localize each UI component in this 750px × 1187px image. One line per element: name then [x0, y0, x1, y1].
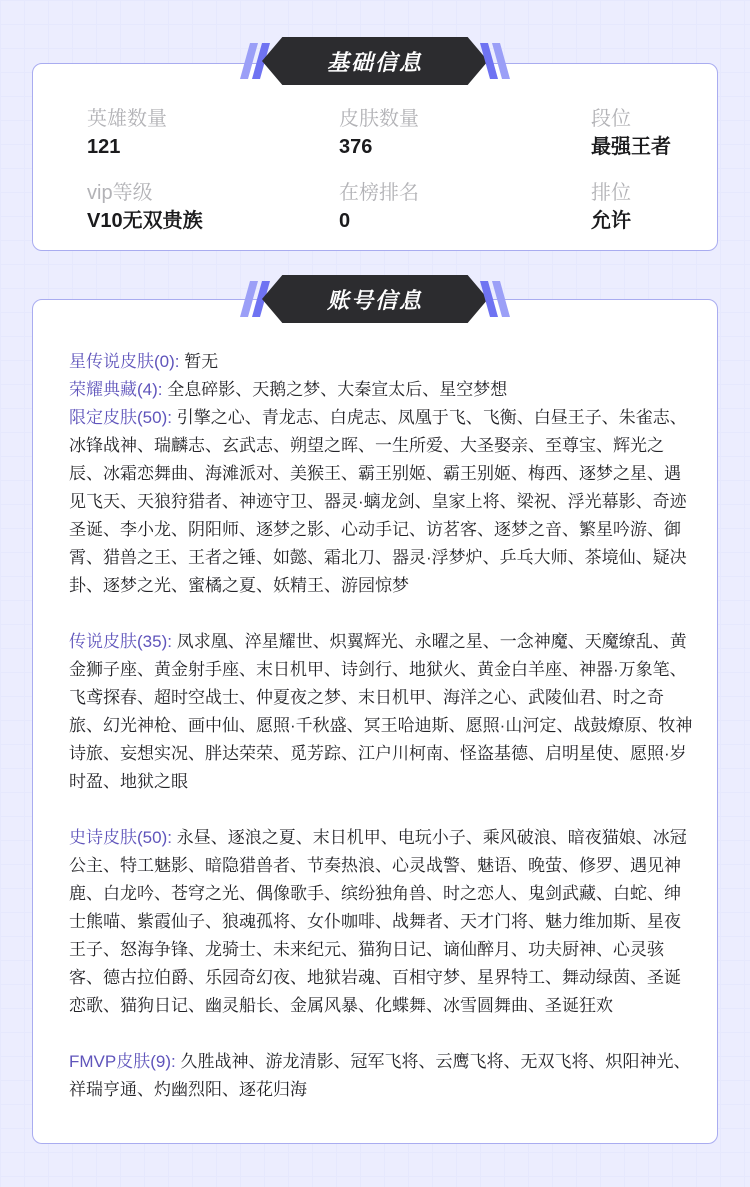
account-info-title: 账号信息	[326, 287, 423, 313]
legend-skins-label: 传说皮肤(35):	[69, 632, 172, 651]
rank-tier-label: 段位	[591, 108, 631, 130]
leaderboard-rank-cell	[339, 180, 591, 236]
fmvp-skins-text: 久胜战神、游龙清影、冠军飞将、云鹰飞将、无双飞将、炽阳神光、祥瑞亨通、灼幽烈阳、逐花归海	[69, 1052, 691, 1099]
rank-tier-value: 最强王者	[591, 136, 671, 158]
glory-collection-skins	[69, 376, 694, 404]
ranked-play-label: 排位	[591, 182, 631, 204]
epic-skins-label: 史诗皮肤(50):	[69, 828, 172, 847]
glory-collection-skins-label: 荣耀典藏(4):	[69, 380, 163, 399]
legend-skins	[69, 628, 694, 796]
fmvp-skins	[69, 1048, 694, 1104]
leaderboard-rank-value: 0	[339, 210, 351, 232]
star-legend-skins-text: 暂无	[184, 352, 219, 371]
limited-skins-label: 限定皮肤(50):	[69, 408, 172, 427]
skin-count-label: 皮肤数量	[339, 108, 419, 130]
stripe-decoration-icon	[480, 43, 510, 79]
star-legend-skins-label: 星传说皮肤(0):	[69, 352, 180, 371]
vip-level-value: V10无双贵族	[87, 210, 203, 232]
skin-count-cell	[339, 106, 591, 162]
epic-skins	[69, 824, 694, 1020]
vip-level-cell	[87, 180, 339, 236]
basic-info-banner	[240, 37, 510, 85]
star-legend-skins	[69, 348, 694, 376]
hero-count-label: 英雄数量	[87, 108, 167, 130]
basic-info-card	[32, 63, 718, 251]
ranked-play-value: 允许	[591, 210, 631, 232]
skin-list	[69, 348, 694, 1104]
legend-skins-text: 凤求凰、淬星耀世、炽翼辉光、永曜之星、一念神魔、天魔缭乱、黄金狮子座、黄金射手座、末日机甲、诗剑行、地狱火、黄金白羊座、神器·万象笔、飞鸢探春、超时空战士、仲夏夜之梦、末日机甲、海洋之心、武陵仙君、时之奇旅、幻光神枪、画中仙、愿照·千秋盛、冥王哈迪斯、愿照·山河定、战鼓燎原、牧神诗旅、妄想实况、胖达荣荣、觅芳踪、江户川柯南、怪盗基德、启明星使、愿照·岁时盈、地狱之眼	[69, 632, 693, 791]
glory-collection-skins-text: 全息碎影、天鹅之梦、大秦宣太后、星空梦想	[167, 380, 508, 399]
stripe-decoration-icon	[480, 281, 510, 317]
limited-skins	[69, 404, 694, 600]
hero-count-value: 121	[87, 136, 121, 158]
basic-info-title: 基础信息	[326, 49, 423, 75]
account-info-card	[32, 299, 718, 1144]
skin-count-value: 376	[339, 136, 373, 158]
epic-skins-text: 永昼、逐浪之夏、末日机甲、电玩小子、乘风破浪、暗夜猫娘、冰冠公主、特工魅影、暗隐猎兽者、节奏热浪、心灵战警、魅语、晚萤、修罗、遇见神鹿、白龙吟、苍穹之光、偶像歌手、缤纷独角兽、时之恋人、鬼剑武藏、白蛇、绅士熊喵、紫霞仙子、狼魂孤将、女仆咖啡、战舞者、天才门将、魅力维加斯、星夜王子、怒海争锋、龙骑士、未来纪元、猫狗日记、谪仙醉月、功夫厨神、心灵骇客、德古拉伯爵、乐园奇幻夜、地狱岩魂、百相守梦、星界特工、舞动绿茵、圣诞恋歌、猫狗日记、幽灵船长、金属风暴、化蝶舞、冰雪圆舞曲、圣诞狂欢	[69, 828, 687, 1015]
vip-level-label: vip等级	[87, 182, 153, 204]
fmvp-skins-label: FMVP皮肤(9):	[69, 1052, 176, 1071]
leaderboard-rank-label: 在榜排名	[339, 182, 419, 204]
limited-skins-text: 引擎之心、青龙志、白虎志、凤凰于飞、飞衡、白昼王子、朱雀志、冰锋战神、瑞麟志、玄武志、朔望之晖、一生所爱、大圣娶亲、至尊宝、辉光之辰、冰霜恋舞曲、海滩派对、美猴王、霸王别姬、霸王别姬、梅西、逐梦之星、遇见飞天、天狼狩猎者、神迹守卫、器灵·螭龙剑、皇家上将、梁祝、浮光幕影、奇迹圣诞、李小龙、阴阳师、逐梦之影、心动手记、访茗客、逐梦之音、繁星吟游、御霄、猎兽之王、王者之锤、如懿、霜北刀、器灵·浮梦炉、乒乓大师、茶境仙、疑决卦、逐梦之光、蜜橘之夏、妖精王、游园惊梦	[69, 408, 687, 595]
account-info-banner	[240, 275, 510, 323]
basic-info-grid	[87, 106, 731, 236]
ranked-play-cell	[591, 180, 731, 236]
hero-count-cell	[87, 106, 339, 162]
rank-tier-cell	[591, 106, 731, 162]
